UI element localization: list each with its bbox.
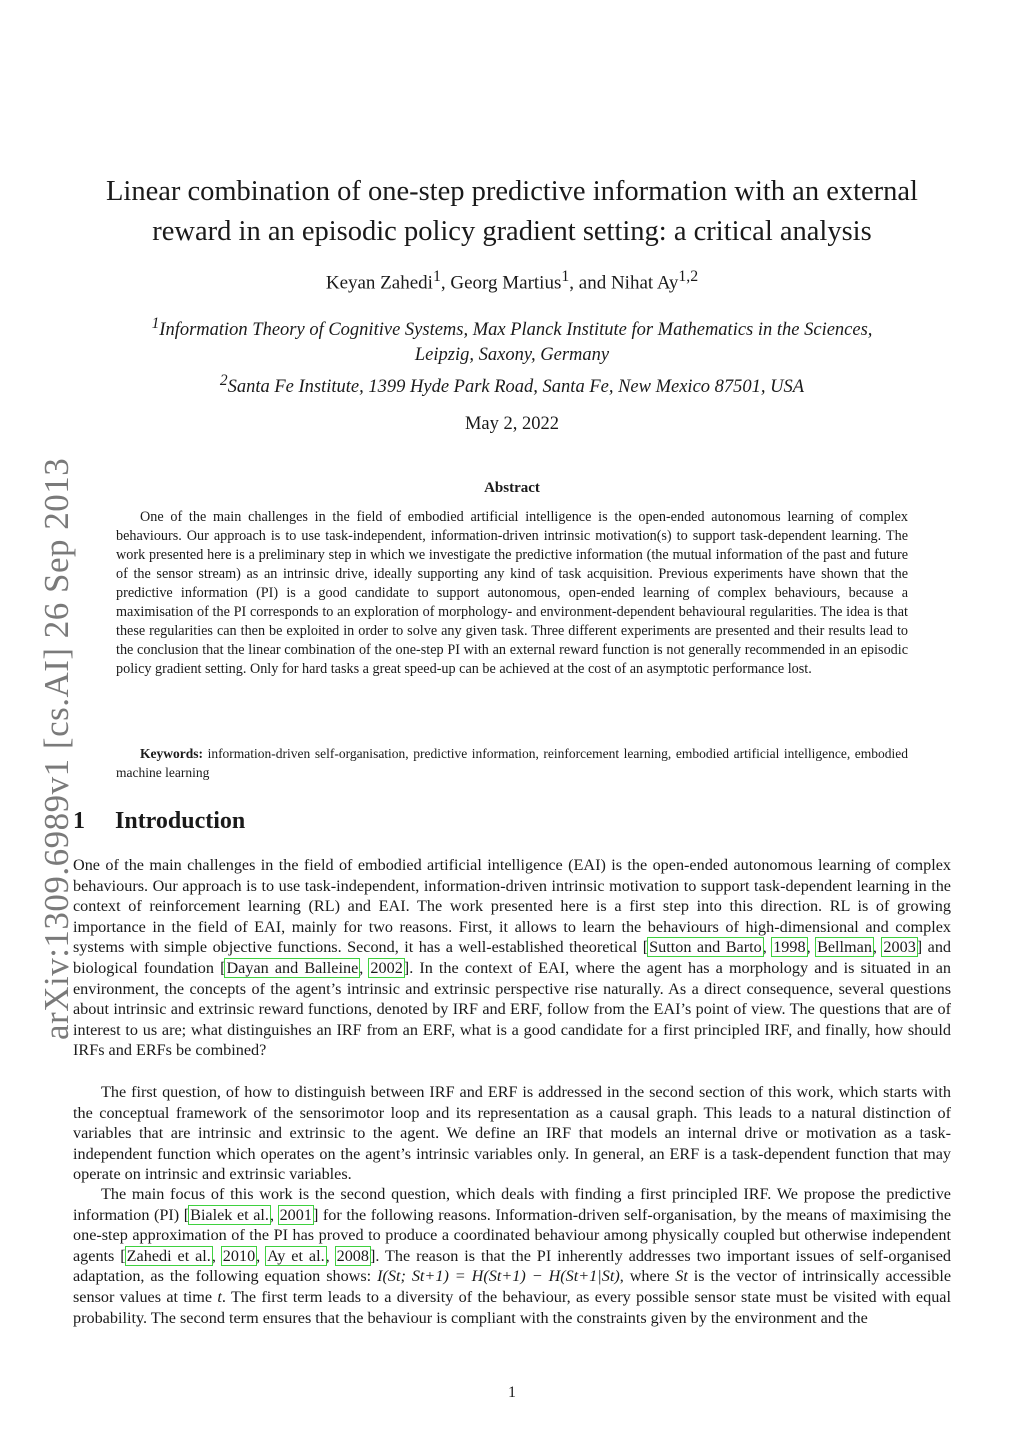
citation-link[interactable]: 2001: [279, 1205, 312, 1224]
citation-link[interactable]: 2008: [336, 1246, 369, 1265]
citation-link[interactable]: 2010: [222, 1246, 256, 1265]
citation-link[interactable]: Ay et al.: [267, 1246, 325, 1265]
author-1: Keyan Zahedi: [325, 272, 433, 294]
author-list: Keyan Zahedi$^1$, Georg Martius$^1$, and Nihat Ay$^{1,2}$: [325, 268, 699, 294]
citation-link[interactable]: Sutton and Barto: [649, 938, 762, 957]
keywords-text: information-driven self-organisation, predictive information, reinforcement learning, embodied artificial intelligence, embodied machine learning: [116, 746, 909, 780]
author-1-affiliation: 1: [432, 268, 441, 285]
section-number: 1: [73, 808, 85, 834]
abstract-text: One of the main challenges in the field of embodied artificial intelligence is the open-ended autonomous learning of complex behaviours. Our approach is to use task-independent, information-driven intrinsic motivation(s) to support task-dependent learning. The work presented here is a preliminary step in which we investigate the predictive information (the mutual information of the past and future of the sensor stream) as an intrinsic drive, ideally supporting any kind of task acquisition. Previous experiments have shown that the predictive information (PI) is a good candidate to support autonomous, open-ended learning of complex behaviours, because a maximisation of the PI corresponds to an exploration of morphology- and environment-dependent behavioural regularities. The idea is that these regularities can then be exploited in order to solve any given task. Three different experiments are presented and their results lead to the conclusion that the linear combination of the one-step PI with an external reward function is not generally recommended in an episodic policy gradient setting. Only for hard tasks a great speed-up can be achieved at the cost of an asymptotic performance lost.: [116, 509, 908, 677]
title-line-2: reward in an episodic policy gradient setting: a critical analysis: [152, 216, 872, 247]
math-variable: t: [217, 1287, 222, 1306]
citation-link[interactable]: 1998: [773, 938, 806, 957]
affiliation-1: $^1$Information Theory of Cognitive Systems, Max Planck Institute for Mathematics in the Sciences,: [151, 315, 873, 341]
citation-link[interactable]: Bellman: [817, 938, 872, 957]
citation-link[interactable]: 2002: [370, 958, 403, 977]
keywords: [116, 744, 908, 782]
affiliations: [60, 311, 964, 400]
paper-title: [60, 172, 964, 252]
arxiv-stamp: arXiv:1309.6989v1 [cs.AI] 26 Sep 2013: [37, 457, 76, 1040]
title-line-1: Linear combination of one-step predictive information with an external: [106, 176, 918, 207]
equation-predictive-information: I(St; St+1) = H(St+1) − H(St+1|St): [377, 1267, 620, 1286]
paragraph-3: The main focus of this work is the second question, which deals with finding a first principled IRF. We propose the predictive information (PI) [Bialek et al., 2001] for the following reasons. Information-driven self-organisation, by the means of maximising the one-step approximation of the PI has proved to produce a coordinated behaviour among physically coupled but otherwise independent agents [Zahedi et al., 2010, Ay et al., 2008]. The reason is that the PI inherently addresses two important issues of self-organised adaptation, as the following equation shows: I(St; St+1) = H(St+1) − H(St+1|St), where St is the vector of intrinsically accessible sensor values at time t. The first term leads to a diversity of the behaviour, as every possible sensor state must be visited with equal probability. The second term ensures that the behaviour is compliant with the constraints given by the environment and the: [73, 1185, 952, 1327]
page-number: 1: [508, 1384, 516, 1401]
author-3-affiliation: 1,2: [678, 268, 699, 285]
citation-link[interactable]: Zahedi et al.: [126, 1246, 211, 1265]
paragraph-1: One of the main challenges in the field of embodied artificial intelligence (EAI) is the open-ended autonomous learning of complex behaviours. Our approach is to use task-independent, information-driven intrinsic motivation to support task-dependent learning in the context of reinforcement learning (RL) and EAI. The work presented here is a first step into this direction. RL is of growing importance in the field of EAI, mainly for two reasons. First, it allows to learn the behaviours of high-dimensional and complex systems with simple objective functions. Second, it has a well-established theoretical [Sutton and Barto, 1998, Bellman, 2003] and biological foundation [Dayan and Balleine, 2002]. In the context of EAI, where the agent has a morphology and is situated in an environment, the concepts of the agent’s intrinsic and extrinsic perspective rise naturally. As a direct consequence, several questions about intrinsic and extrinsic reward functions, denoted by IRF and ERF, follow from the EAI’s point of view. The questions that are of interest to us are; what distinguishes an IRF from an ERF, what is a good candidate for a first principled IRF, and finally, how should IRFs and ERFs be combined?: [73, 856, 952, 1060]
author-2-affiliation: 1: [561, 268, 570, 285]
paragraph-2: The first question, of how to distinguish between IRF and ERF is addressed in the second section of this work, which starts with the conceptual framework of the sensorimotor loop and its representation as a causal graph. This leads to a natural distinction of variables that are intrinsic and extrinsic to the agent. We define an IRF that models an internal drive or motivation as a task-independent function which operates on the agent’s intrinsic variables only. In general, an ERF is a task-dependent function that may operate on intrinsic and extrinsic variables.: [73, 1083, 951, 1184]
keywords-label: Keywords:: [140, 746, 203, 761]
affiliation-2: $^2$Santa Fe Institute, 1399 Hyde Park Road, Santa Fe, New Mexico 87501, USA: [219, 372, 805, 398]
author-2: Georg Martius: [450, 272, 562, 294]
author-3: and Nihat Ay: [578, 272, 679, 294]
section-heading: [73, 808, 245, 835]
affiliation-1-location: Leipzig, Saxony, Germany: [414, 345, 610, 366]
paper-date: May 2, 2022: [464, 414, 560, 434]
abstract-heading: Abstract: [484, 480, 540, 496]
math-variable: St: [675, 1267, 688, 1286]
citation-link[interactable]: Bialek et al.: [190, 1205, 269, 1224]
citation-link[interactable]: Dayan and Balleine: [226, 958, 359, 977]
section-title: Introduction: [115, 808, 246, 834]
citation-link[interactable]: 2003: [883, 938, 916, 957]
